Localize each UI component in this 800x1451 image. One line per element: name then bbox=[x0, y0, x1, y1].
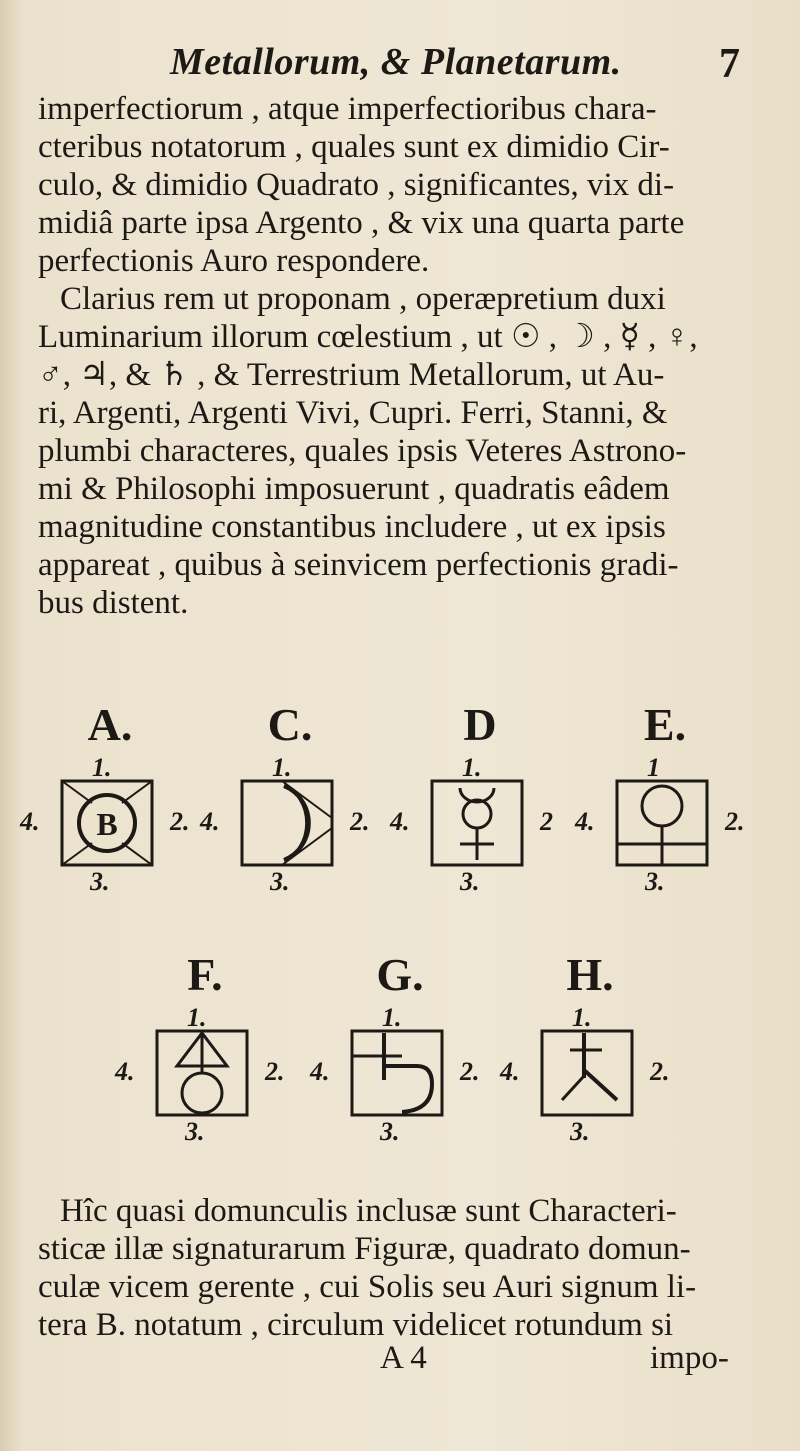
text-line: ♂, ♃, & ♄ , & Terrestrium Metallorum, ut Au- bbox=[38, 357, 665, 393]
figure-letter: C. bbox=[267, 699, 313, 750]
sol-symbol-box bbox=[42, 778, 172, 868]
paragraph-1 bbox=[38, 90, 758, 622]
figure-letter: D bbox=[463, 699, 497, 750]
side-number-1: 1. bbox=[572, 1003, 592, 1032]
side-number-4: 4. bbox=[500, 1057, 520, 1086]
text-line: perfectionis Auro respondere. bbox=[38, 243, 430, 279]
text-line: imperfectiorum , atque imperfectioribus chara- bbox=[38, 91, 657, 127]
figure-letter: H. bbox=[566, 949, 614, 1000]
figure-e-venus bbox=[575, 700, 755, 930]
side-number-3: 3. bbox=[90, 867, 110, 896]
text-line: culæ vicem gerente , cui Solis seu Auri signum li- bbox=[38, 1269, 697, 1305]
text-line: sticæ illæ signaturarum Figuræ, quadrato domun- bbox=[38, 1231, 691, 1267]
side-number-2: 2. bbox=[460, 1057, 480, 1086]
side-number-4: 4. bbox=[115, 1057, 135, 1086]
side-number-4: 4. bbox=[575, 807, 595, 836]
side-number-2: 2. bbox=[650, 1057, 670, 1086]
signature-mark: A 4 bbox=[380, 1340, 427, 1376]
text-line: mi & Philosophi imposuerunt , quadratis eâdem bbox=[38, 471, 670, 507]
side-number-3: 3. bbox=[270, 867, 290, 896]
side-number-2: 2 bbox=[540, 807, 553, 836]
text-line: Luminarium illorum cœlestium , ut ☉ , ☽ , ☿ , ♀, bbox=[38, 319, 698, 355]
text-line: bus distent. bbox=[38, 585, 189, 621]
figure-letter: G. bbox=[376, 949, 424, 1000]
page-footer bbox=[0, 1340, 800, 1380]
figure-letter: F. bbox=[187, 949, 223, 1000]
figure-h-saturnus bbox=[500, 950, 680, 1180]
luna-symbol-box bbox=[222, 778, 352, 868]
figure-letter: A. bbox=[87, 699, 133, 750]
mercurius-symbol-box bbox=[412, 778, 542, 868]
side-number-2: 2. bbox=[265, 1057, 285, 1086]
side-number-4: 4. bbox=[390, 807, 410, 836]
figure-letter: E. bbox=[643, 699, 687, 750]
figure-a-sol bbox=[20, 700, 200, 930]
text-line: culo, & dimidio Quadrato , significantes, vix di- bbox=[38, 167, 675, 203]
side-number-3: 3. bbox=[645, 867, 665, 896]
paragraph-2 bbox=[38, 1192, 758, 1344]
side-number-4: 4. bbox=[310, 1057, 330, 1086]
venus-symbol-box bbox=[597, 778, 727, 868]
page-number: 7 bbox=[719, 41, 740, 87]
text-line: appareat , quibus à seinvicem perfectionis gradi- bbox=[38, 547, 679, 583]
figure-d-mercurius bbox=[390, 700, 570, 930]
text-line: plumbi characteres, quales ipsis Veteres Astrono- bbox=[38, 433, 687, 469]
saturnus-symbol-box bbox=[522, 1028, 652, 1118]
side-number-4: 4. bbox=[200, 807, 220, 836]
side-number-3: 3. bbox=[570, 1117, 590, 1146]
text-line: Hîc quasi domunculis inclusæ sunt Characteri- bbox=[60, 1193, 677, 1229]
side-number-3: 3. bbox=[460, 867, 480, 896]
side-number-2: 2. bbox=[350, 807, 370, 836]
side-number-2: 2. bbox=[725, 807, 745, 836]
side-number-1: 1 bbox=[647, 753, 660, 782]
figure-c-luna bbox=[200, 700, 380, 930]
text-line: ri, Argenti, Argenti Vivi, Cupri. Ferri, Stanni, & bbox=[38, 395, 668, 431]
text-line: Clarius rem ut proponam , operæpretium duxi bbox=[60, 281, 666, 317]
jupiter-symbol-box bbox=[332, 1028, 462, 1118]
side-number-1: 1. bbox=[462, 753, 482, 782]
running-title: Metallorum, & Planetarum. bbox=[170, 41, 622, 83]
text-line: cteribus notatorum , quales sunt ex dimidio Cir- bbox=[38, 129, 670, 165]
side-number-1: 1. bbox=[92, 753, 112, 782]
text-line: magnitudine constantibus includere , ut ex ipsis bbox=[38, 509, 666, 545]
figure-f-mars bbox=[115, 950, 295, 1180]
sol-letter-b: B bbox=[96, 806, 118, 842]
side-number-2: 2. bbox=[170, 807, 190, 836]
mars-symbol-box bbox=[137, 1028, 267, 1118]
side-number-1: 1. bbox=[272, 753, 292, 782]
figure-g-jupiter bbox=[310, 950, 490, 1180]
planetary-characters-figure bbox=[0, 700, 800, 1180]
catchword: impo- bbox=[650, 1340, 729, 1376]
text-line: tera B. notatum , circulum videlicet rotundum si bbox=[38, 1307, 674, 1343]
side-number-1: 1. bbox=[187, 1003, 207, 1032]
side-number-4: 4. bbox=[20, 807, 40, 836]
text-line: midiâ parte ipsa Argento , & vix una quarta parte bbox=[38, 205, 685, 241]
side-number-1: 1. bbox=[382, 1003, 402, 1032]
side-number-3: 3. bbox=[185, 1117, 205, 1146]
side-number-3: 3. bbox=[380, 1117, 400, 1146]
